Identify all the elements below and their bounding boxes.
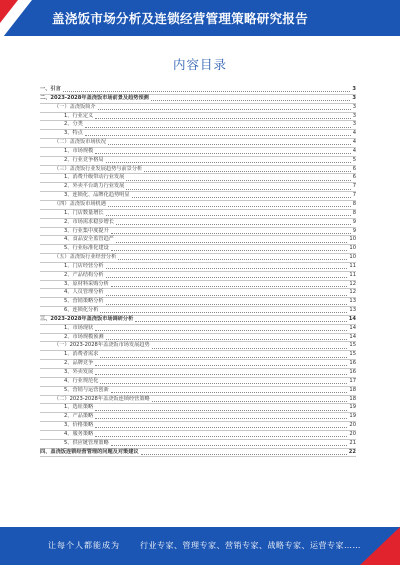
toc-dot-leader <box>95 365 347 366</box>
toc-page-number: 11 <box>349 262 356 269</box>
toc-entry-text: 3、原材料采购分析 <box>64 280 109 287</box>
toc-entry[interactable] <box>40 307 356 316</box>
toc-entry[interactable] <box>40 121 356 130</box>
toc-entry[interactable] <box>40 360 356 369</box>
footer-red-corner <box>360 527 400 565</box>
toc-page-number: 19 <box>349 404 356 411</box>
toc-entry-text: （三）盖浇饭行业发展趋势与前景分析 <box>54 165 143 172</box>
footer-banner <box>0 527 400 565</box>
toc-dot-leader <box>132 197 351 198</box>
toc-entry-text: （二）2023-2028年盖浇饭连锁经营策略 <box>54 395 150 402</box>
toc-dot-leader <box>111 445 348 446</box>
toc-entry-text: 1、市场规模 <box>64 147 94 154</box>
toc-dot-leader <box>152 401 348 402</box>
toc-entry-text: 3、价格策略 <box>64 422 94 429</box>
toc-entry-text: 1、门店经营分析 <box>64 262 104 269</box>
toc-entry[interactable] <box>40 148 356 157</box>
toc-page-number: 11 <box>349 271 356 278</box>
toc-page-number: 9 <box>352 227 356 234</box>
toc-entry-text: （一）盖浇饭简介 <box>54 103 96 110</box>
toc-entry-text: 5、行业标准化建设 <box>64 245 109 252</box>
toc-dot-leader <box>108 206 351 207</box>
toc-dot-leader <box>111 233 351 234</box>
toc-page-number: 10 <box>349 245 356 252</box>
toc-entry[interactable] <box>40 201 356 210</box>
toc-dot-leader <box>106 304 348 305</box>
toc-entry[interactable] <box>40 325 356 334</box>
toc-page-number: 12 <box>349 280 356 287</box>
toc-dot-leader <box>95 436 347 437</box>
toc-entry-text: 三、2023-2028年盖浇饭市场调研分析 <box>40 315 134 322</box>
toc-page-number: 21 <box>349 439 356 446</box>
toc-entry-text: （四）盖浇饭市场机遇 <box>54 200 106 207</box>
toc-entry-text: 5、营销与运营创新 <box>64 386 109 393</box>
toc-dot-leader <box>106 268 348 269</box>
toc-entry-text: 1、门店数量增长 <box>64 209 104 216</box>
toc-dot-leader <box>100 383 347 384</box>
toc-entry[interactable] <box>40 272 356 281</box>
toc-page-number: 8 <box>352 200 356 207</box>
toc-page-number: 10 <box>349 254 356 261</box>
toc-entry-text: 一、引言 <box>40 86 61 92</box>
toc-dot-leader <box>152 348 348 349</box>
toc-entry-text: 1、消费升级带动行业发展 <box>64 174 125 181</box>
toc-dot-leader <box>106 339 348 340</box>
footer-slogan: 让每个人都能成为 <box>48 541 120 550</box>
toc-entry[interactable] <box>40 245 356 254</box>
toc-entry[interactable] <box>40 342 356 351</box>
toc-page-number: 13 <box>349 307 356 314</box>
toc-entry[interactable] <box>40 139 356 148</box>
toc-entry-text: 2、行业竞争格局 <box>64 156 104 163</box>
toc-page-number: 18 <box>349 395 356 402</box>
toc-dot-leader <box>106 295 348 296</box>
toc-dot-leader <box>95 374 347 375</box>
toc-page-number: 8 <box>352 209 356 216</box>
toc-entry-text: 4、人员管理分析 <box>64 289 104 296</box>
toc-entry-text: 1、市场现状 <box>64 324 94 331</box>
toc-entry[interactable] <box>40 210 356 219</box>
toc-entry[interactable] <box>40 236 356 245</box>
toc-page-number: 15 <box>349 342 356 349</box>
toc-page-number: 12 <box>349 289 356 296</box>
toc-entry-text: 1、选址策略 <box>64 404 94 411</box>
toc-entry-text: 1、行业定义 <box>64 112 94 119</box>
toc-entry[interactable] <box>40 183 356 192</box>
toc-page-number: 3 <box>352 86 356 92</box>
toc-page-number: 6 <box>352 174 356 181</box>
toc-page-number: 4 <box>352 139 356 146</box>
report-title: 盖浇饭市场分析及连锁经营管理策略研究报告 <box>52 11 309 26</box>
toc-dot-leader <box>95 427 347 428</box>
toc-dot-leader <box>85 135 351 136</box>
toc-page-number: 16 <box>349 369 356 375</box>
toc-page-number: 14 <box>348 315 356 322</box>
toc-dot-leader <box>135 321 346 322</box>
toc-dot-leader <box>141 454 347 455</box>
toc-entry[interactable] <box>40 130 356 139</box>
toc-entry[interactable] <box>40 113 356 122</box>
toc-page-number: 7 <box>352 183 356 190</box>
toc-page-number: 18 <box>349 386 356 393</box>
toc-entry[interactable] <box>40 316 356 325</box>
toc-dot-leader <box>106 215 351 216</box>
toc-page-number: 20 <box>349 430 356 437</box>
toc-entry[interactable] <box>40 174 356 183</box>
toc-page-number: 4 <box>352 130 356 137</box>
toc-page-number: 3 <box>352 112 356 119</box>
toc-entry[interactable] <box>40 263 356 272</box>
toc-entry-text: 3、特点 <box>64 130 83 137</box>
toc-entry[interactable] <box>40 86 356 95</box>
toc-dot-leader <box>85 127 351 128</box>
toc-dot-leader <box>106 277 348 278</box>
report-header-bar <box>0 0 400 36</box>
toc-page-number: 19 <box>349 413 356 420</box>
toc-dot-leader <box>95 410 347 411</box>
toc-page-number: 14 <box>349 333 356 340</box>
toc-page-number: 3 <box>352 103 356 110</box>
toc-dot-leader <box>144 171 350 172</box>
toc-entry[interactable] <box>40 289 356 298</box>
toc-entry[interactable] <box>40 449 356 458</box>
toc-entry-text: 2、市场需求稳步增长 <box>64 218 114 225</box>
toc-dot-leader <box>95 118 350 119</box>
toc-dot-leader <box>100 357 347 358</box>
toc-page-number: 9 <box>352 218 356 225</box>
toc-page-number: 3 <box>352 94 356 101</box>
toc-entry-text: 3、连锁化、品牌化趋势明显 <box>64 192 130 199</box>
toc-page-number: 13 <box>349 298 356 305</box>
toc-dot-leader <box>126 180 350 181</box>
toc-entry[interactable] <box>40 413 356 422</box>
toc-page-number: 4 <box>352 147 356 154</box>
toc-entry-text: 3、外卖发展 <box>64 369 94 375</box>
toc-page-number: 17 <box>349 377 356 384</box>
toc-dot-leader <box>118 259 347 260</box>
toc-entry-text: 4、服务策略 <box>64 430 94 437</box>
toc-entry-text: 2、外卖平台助力行业发展 <box>64 183 125 190</box>
toc-page-number: 15 <box>349 351 356 358</box>
toc-dot-leader <box>95 418 347 419</box>
toc-dot-leader <box>95 153 350 154</box>
toc-entry-text: 2、产品结构分析 <box>64 271 104 278</box>
toc-page-number: 10 <box>349 236 356 243</box>
toc-page-number: 16 <box>349 360 356 367</box>
toc-entry-text: 5、供应链管理策略 <box>64 439 109 446</box>
toc-entry-text: 2、市场规模预测 <box>64 333 104 340</box>
toc-entry[interactable] <box>40 351 356 360</box>
toc-entry-text: 2、品牌竞争 <box>64 360 94 367</box>
toc-entry-text: 2、分类 <box>64 121 83 128</box>
toc-entry-text: 2、产品策略 <box>64 413 94 420</box>
toc-entry-text: 5、营销策略分析 <box>64 298 104 305</box>
toc-entry[interactable] <box>40 254 356 263</box>
footer-roles: 行业专家、管理专家、营销专家、战略专家、运营专家…… <box>140 541 361 550</box>
toc-entry[interactable] <box>40 192 356 201</box>
toc-entry-text: 二、2023-2028年盖浇饭市场前景及趋势预测 <box>40 94 149 101</box>
toc-entry[interactable] <box>40 440 356 449</box>
toc-entry[interactable] <box>40 404 356 413</box>
toc-entry-text: （二）盖浇饭市场状况 <box>54 139 106 146</box>
toc-dot-leader <box>151 100 351 101</box>
toc-page-number: 7 <box>352 192 356 199</box>
toc-entry[interactable] <box>40 369 356 378</box>
toc-entry[interactable] <box>40 219 356 228</box>
toc-dot-leader <box>111 392 348 393</box>
toc-page-number: 14 <box>349 324 356 331</box>
toc-dot-leader <box>100 312 347 313</box>
toc-dot-leader <box>63 91 351 92</box>
toc-entry[interactable] <box>40 378 356 387</box>
toc-entry[interactable] <box>40 298 356 307</box>
toc-dot-leader <box>111 250 348 251</box>
toc-entry[interactable] <box>40 431 356 440</box>
toc-dot-leader <box>111 286 348 287</box>
toc-entry-text: （五）盖浇饭行业经营分析 <box>54 254 117 261</box>
toc-page-number: 20 <box>349 422 356 429</box>
toc-entry-text: 4、食品安全监管趋严 <box>64 236 114 243</box>
toc-entry[interactable] <box>40 95 356 104</box>
toc-page-number: 6 <box>352 165 356 172</box>
toc-page-number: 3 <box>352 121 356 128</box>
toc-dot-leader <box>106 162 351 163</box>
toc-heading: 内容目录 <box>172 57 227 72</box>
toc-entry-text: 6、连锁化分析 <box>64 307 99 314</box>
toc-dot-leader <box>116 242 347 243</box>
toc-entry[interactable] <box>40 387 356 396</box>
toc-entry-text: 4、行业规范化 <box>64 377 99 384</box>
toc-page-number: 5 <box>352 156 356 163</box>
toc-page-number: 22 <box>348 448 356 455</box>
toc-entry-text: （一）2023-2028年盖浇饭市场发展趋势 <box>54 342 150 349</box>
toc-entry-text: 1、消费者需求 <box>64 351 99 358</box>
toc-dot-leader <box>126 189 350 190</box>
toc-entry-text: 3、行业集中度提升 <box>64 227 109 234</box>
toc-dot-leader <box>116 224 351 225</box>
table-of-contents <box>40 86 356 457</box>
toc-entry[interactable] <box>40 422 356 431</box>
toc-dot-leader <box>98 109 351 110</box>
toc-dot-leader <box>108 144 351 145</box>
toc-entry-text: 四、盖浇饭连锁经营管理的问题及对策建议 <box>40 448 139 455</box>
toc-entry[interactable] <box>40 104 356 113</box>
toc-entry[interactable] <box>40 157 356 166</box>
toc-dot-leader <box>95 330 347 331</box>
